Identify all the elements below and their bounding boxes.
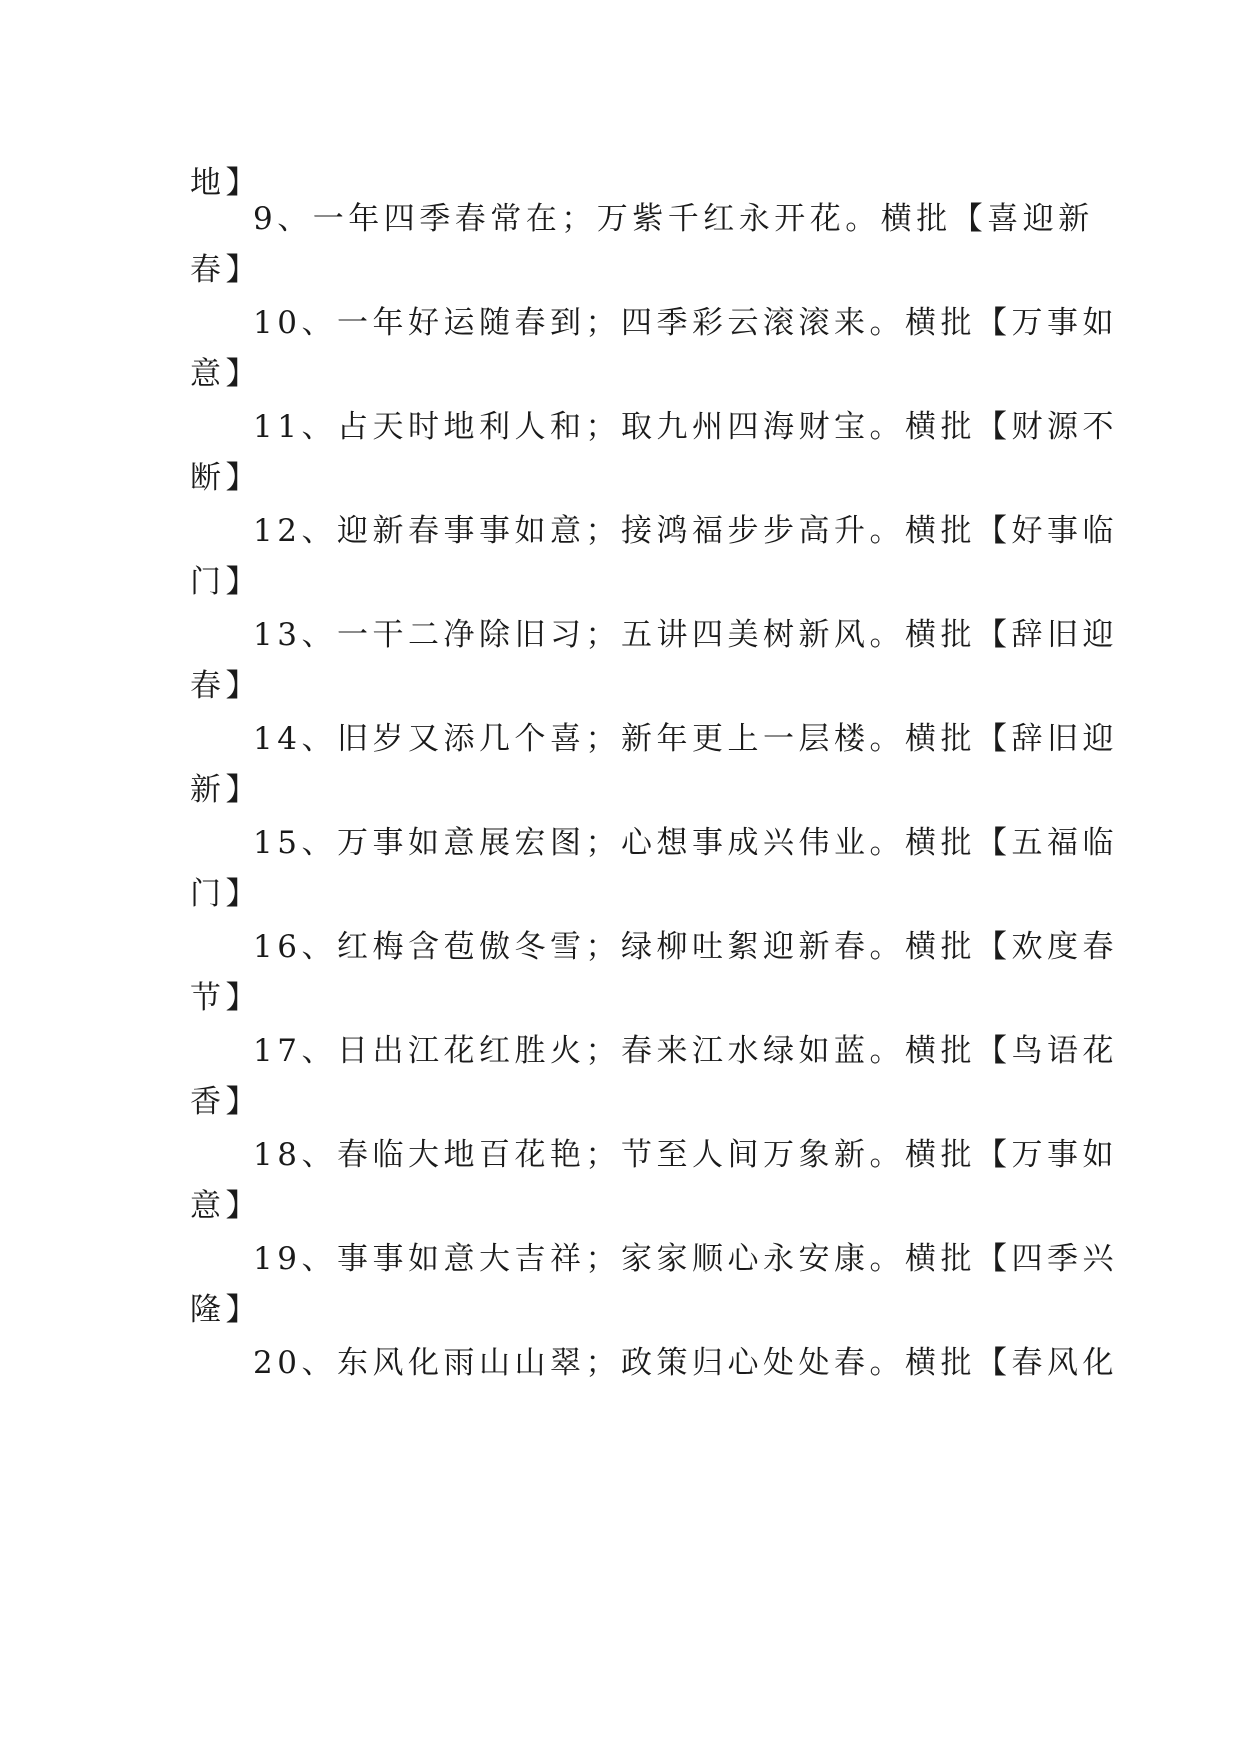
text-line: 香】 [190,1084,261,1120]
couplet-line: 12、迎新春事事如意；接鸿福步步高升。横批【好事临 [253,513,1118,549]
text-line: 意】 [190,356,261,392]
text-line: 门】 [190,564,261,600]
couplet-line: 17、日出江花红胜火；春来江水绿如蓝。横批【鸟语花 [253,1033,1118,1069]
couplet-line: 19、事事如意大吉祥；家家顺心永安康。横批【四季兴 [253,1241,1118,1277]
text-line: 门】 [190,876,261,912]
couplet-line: 9、一年四季春常在；万紫千红永开花。横批【喜迎新 [253,201,1094,237]
couplet-line: 18、春临大地百花艳；节至人间万象新。横批【万事如 [253,1137,1118,1173]
text-line: 新】 [190,772,261,808]
text-line: 隆】 [190,1292,261,1328]
couplet-line: 14、旧岁又添几个喜；新年更上一层楼。横批【辞旧迎 [253,721,1118,757]
couplet-line: 11、占天时地利人和；取九州四海财宝。横批【财源不 [253,409,1118,445]
text-line: 春】 [190,252,261,288]
couplet-line: 15、万事如意展宏图；心想事成兴伟业。横批【五福临 [253,825,1118,861]
text-line: 春】 [190,668,261,704]
couplet-line: 10、一年好运随春到；四季彩云滚滚来。横批【万事如 [253,305,1118,341]
text-line: 断】 [190,460,261,496]
text-line: 意】 [190,1188,261,1224]
text-line: 节】 [190,980,261,1016]
couplet-line: 16、红梅含苞傲冬雪；绿柳吐絮迎新春。横批【欢度春 [253,929,1118,965]
couplet-line: 13、一干二净除旧习；五讲四美树新风。横批【辞旧迎 [253,617,1118,653]
text-line: 地】 [190,165,261,201]
couplet-line: 20、东风化雨山山翠；政策归心处处春。横批【春风化 [253,1345,1118,1381]
